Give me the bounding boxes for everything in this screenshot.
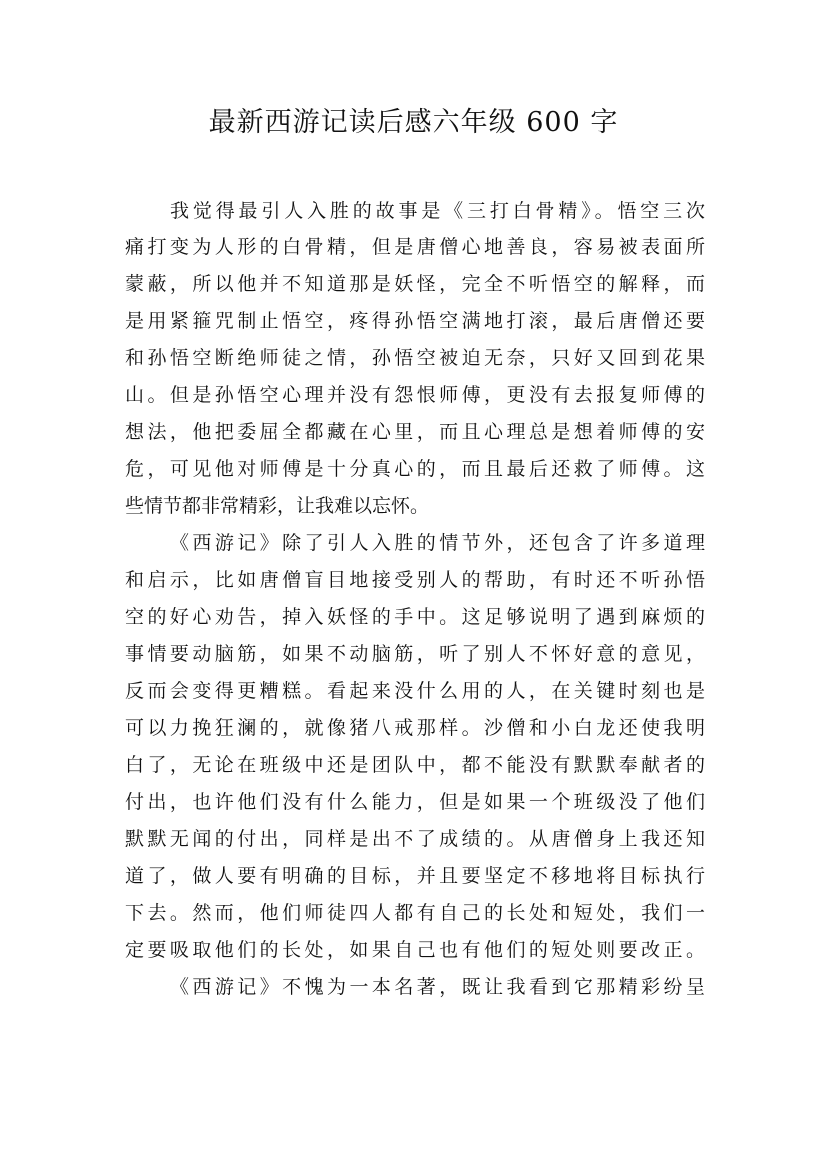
paragraph-2-line-10: 道了，做人要有明确的目标，并且要坚定不移地将目标执行 (125, 865, 705, 887)
paragraph-2-line-8: 付出，也许他们没有什么能力，但是如果一个班级没了他们 (125, 791, 705, 813)
paragraph-1-line-3: 蒙蔽，所以他并不知道那是妖怪，完全不听悟空的解释，而 (125, 273, 705, 295)
paragraph-2-line-12: 定要吸取他们的长处，如果自己也有他们的短处则要改正。 (125, 939, 705, 961)
paragraph-2-line-5: 反而会变得更糟糕。看起来没什么用的人，在关键时刻也是 (125, 680, 705, 702)
paragraph-1-line-5: 和孙悟空断绝师徒之情，孙悟空被迫无奈，只好又回到花果 (125, 347, 705, 369)
paragraph-1-line-8: 危，可见他对师傅是十分真心的，而且最后还救了师傅。这 (125, 458, 705, 480)
paragraph-1-line-4: 是用紧箍咒制止悟空，疼得孙悟空满地打滚，最后唐僧还要 (125, 310, 705, 332)
paragraph-2-line-4: 事情要动脑筋，如果不动脑筋，听了别人不怀好意的意见， (125, 643, 705, 665)
paragraph-1-line-6: 山。但是孙悟空心理并没有怨恨师傅，更没有去报复师傅的 (125, 384, 705, 406)
paragraph-2-line-9: 默默无闻的付出，同样是出不了成绩的。从唐僧身上我还知 (125, 828, 705, 850)
paragraph-2-line-6: 可以力挽狂澜的，就像猪八戒那样。沙僧和小白龙还使我明 (125, 717, 705, 739)
paragraph-2-line-2: 和启示，比如唐僧盲目地接受别人的帮助，有时还不听孙悟 (125, 569, 705, 591)
paragraph-2-line-3: 空的好心劝告，掉入妖怪的手中。这足够说明了遇到麻烦的 (125, 606, 705, 628)
paragraph-2-line-7: 白了，无论在班级中还是团队中，都不能没有默默奉献者的 (125, 754, 705, 776)
paragraph-1-line-1: 我觉得最引人入胜的故事是《三打白骨精》。悟空三次 (170, 200, 705, 222)
paragraph-1-line-2: 痛打变为人形的白骨精，但是唐僧心地善良，容易被表面所 (125, 236, 705, 258)
paragraph-1-line-7: 想法，他把委屈全都藏在心里，而且心理总是想着师傅的安 (125, 421, 705, 443)
paragraph-2-line-11: 下去。然而，他们师徒四人都有自己的长处和短处，我们一 (125, 902, 705, 924)
document-title: 最新西游记读后感六年级 600 字 (208, 107, 619, 138)
paragraph-1-line-9: 些情节都非常精彩，让我难以忘怀。 (125, 495, 430, 517)
paragraph-3-line-1: 《西游记》不愧为一本名著，既让我看到它那精彩纷呈 (170, 976, 705, 998)
paragraph-2-line-1: 《西游记》除了引人入胜的情节外，还包含了许多道理 (170, 532, 705, 554)
